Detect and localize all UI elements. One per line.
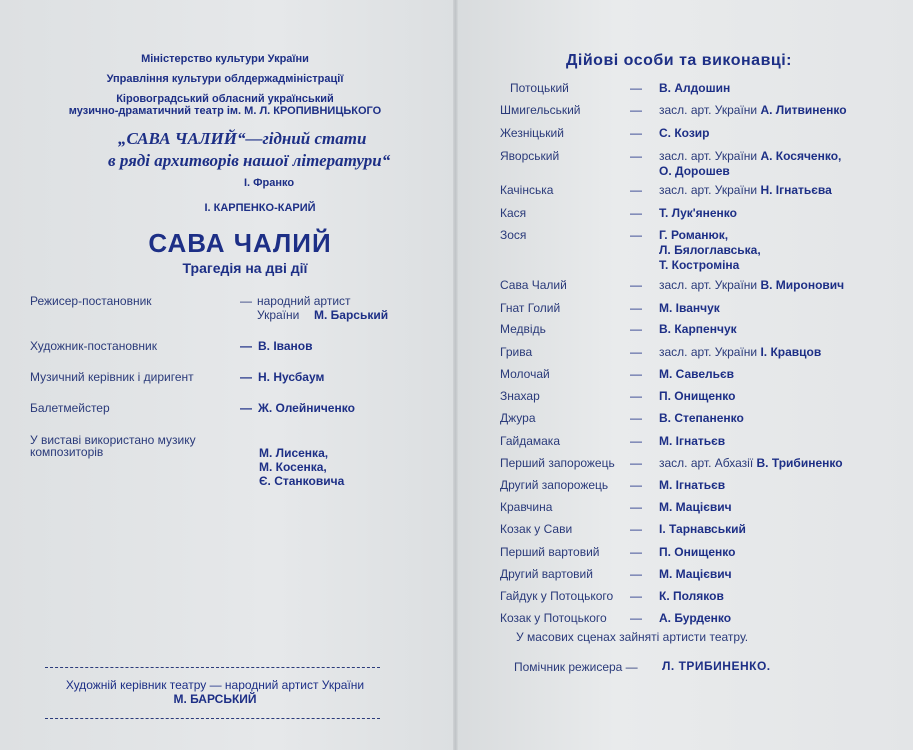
cast-actor xyxy=(659,345,821,359)
cast-dash: — xyxy=(630,567,642,581)
cast-dash: — xyxy=(630,611,642,625)
credit-value-designer: В. Іванов xyxy=(258,339,313,353)
credit-label-director: Режисер-постановник xyxy=(30,294,152,308)
cast-role: Другий запорожець xyxy=(500,478,609,492)
cast-actor-name: М. Мацієвич xyxy=(659,567,732,581)
credit-label-music: Музичний керівник і диригент xyxy=(30,370,194,384)
credit-dash-ballet: — xyxy=(240,401,252,415)
cast-actor-name: М. Мацієвич xyxy=(659,500,732,514)
cast-actor-name: Т. Лук'яненко xyxy=(659,206,737,220)
cast-dash: — xyxy=(630,278,642,292)
cast-actor xyxy=(659,567,732,581)
cast-actor-name: П. Онищенко xyxy=(659,545,736,559)
credit-value-ballet: Ж. Олейниченко xyxy=(258,401,355,415)
cast-actor xyxy=(659,411,744,425)
composer-name: М. Косенка, xyxy=(259,460,327,474)
cast-actor-name: А. Литвиненко xyxy=(760,103,847,117)
composer-name: Є. Станковича xyxy=(259,474,345,488)
cast-dash: — xyxy=(630,411,642,425)
quote-line-2: в ряді архитворів нашої літератури“ xyxy=(108,151,391,170)
cast-dash: — xyxy=(630,367,642,381)
cast-actor xyxy=(659,301,720,315)
cast-actor xyxy=(659,500,732,514)
cast-heading: Дійові особи та виконавці: xyxy=(566,52,793,69)
credit-value-director-title: народний артист xyxy=(257,294,351,308)
composer-name: М. Лисенка, xyxy=(259,446,329,460)
ministry-line: Міністерство культури України xyxy=(141,53,309,65)
cast-dash: — xyxy=(630,206,642,220)
cast-role: Гнат Голий xyxy=(500,301,561,315)
page-fold xyxy=(453,0,458,750)
cast-dash: — xyxy=(630,228,642,242)
cast-actor xyxy=(659,243,761,257)
cast-dash: — xyxy=(630,434,642,448)
cast-dash: — xyxy=(630,322,642,336)
cast-role: Зося xyxy=(500,228,527,242)
cast-role: Другий вартовий xyxy=(500,567,593,581)
cast-actor xyxy=(659,164,730,178)
cast-actor-name: М. Савельєв xyxy=(659,367,735,381)
cast-actor-title: засл. арт. Абхазії xyxy=(659,456,754,470)
credit-label-ballet: Балетмейстер xyxy=(30,401,110,415)
cast-actor-name: Н. Ігнатьєва xyxy=(760,183,832,197)
cast-role: Качінська xyxy=(500,183,554,197)
cast-actor-title: засл. арт. України xyxy=(659,103,758,117)
cast-actor xyxy=(659,589,724,603)
cast-actor xyxy=(659,206,737,220)
cast-actor xyxy=(659,228,728,242)
cast-actor-name: Г. Романюк, xyxy=(659,228,729,242)
cast-actor-name: В. Карпенчук xyxy=(659,322,737,336)
cast-dash: — xyxy=(630,103,642,117)
cast-role: Гайдук у Потоцького xyxy=(500,589,614,603)
cast-actor xyxy=(659,389,735,403)
cast-actor-name: Л. Бялоглавська, xyxy=(659,243,761,257)
assistant-label: Помічник режисера — xyxy=(514,660,638,674)
footer-line-2: М. БАРСЬКИЙ xyxy=(173,692,257,706)
cast-role: Сава Чалий xyxy=(500,278,567,292)
footer-line-1: Художній керівник театру — народний артист України xyxy=(65,678,365,692)
cast-actor-name: І. Тарнавський xyxy=(659,522,746,536)
cast-actor-name: В. Миронович xyxy=(760,278,845,292)
cast-actor-title: засл. арт. України xyxy=(659,149,758,163)
cast-role: Кравчина xyxy=(500,500,553,514)
cast-actor xyxy=(659,434,725,448)
cast-actor-title: засл. арт. України xyxy=(659,278,758,292)
cast-role: Джура xyxy=(500,411,536,425)
play-subtitle: Трагедія на дві дії xyxy=(182,260,308,276)
cast-actor-name: М. Ігнатьєв xyxy=(659,434,726,448)
credit-dash-director: — xyxy=(240,294,252,308)
cast-actor xyxy=(659,322,737,336)
cast-actor-name: І. Кравцов xyxy=(760,345,822,359)
cast-role: Гайдамака xyxy=(500,434,560,448)
cast-role: Яворський xyxy=(500,149,560,163)
cast-role: Козак у Сави xyxy=(500,522,573,536)
mass-scenes-note: У масових сценах зайняті артисти театру. xyxy=(516,630,749,644)
cast-actor xyxy=(659,367,734,381)
cast-actor-name: С. Козир xyxy=(659,126,710,140)
cast-actor-name: А. Косяченко, xyxy=(760,149,842,163)
cast-role: Молочай xyxy=(500,367,550,381)
credit-value-director-country: України xyxy=(257,308,300,322)
cast-role: Перший вартовий xyxy=(500,545,600,559)
cast-role: Шмигельський xyxy=(500,103,581,117)
cast-dash: — xyxy=(630,478,642,492)
cast-actor xyxy=(659,103,847,117)
quote-line-1: „САВА ЧАЛИЙ“—гідний стати xyxy=(118,129,367,148)
credit-label-music-used-1: У виставі використано музику xyxy=(30,433,196,447)
cast-dash: — xyxy=(630,301,642,315)
credit-value-director-name: М. Барський xyxy=(314,308,389,322)
cast-dash: — xyxy=(630,389,642,403)
theatre-line-1: Кіровоградський обласний український xyxy=(116,93,334,105)
cast-actor-name: П. Онищенко xyxy=(659,389,736,403)
cast-actor-name: М. Іванчук xyxy=(659,301,720,315)
play-author: І. КАРПЕНКО-КАРИЙ xyxy=(204,202,316,214)
credit-value-music: Н. Нусбаум xyxy=(258,370,325,384)
cast-dash: — xyxy=(630,345,642,359)
cast-dash: — xyxy=(630,456,642,470)
cast-actor xyxy=(659,278,844,292)
cast-dash: — xyxy=(630,500,642,514)
cast-actor xyxy=(659,126,710,140)
cast-dash: — xyxy=(630,589,642,603)
cast-role: Потоцький xyxy=(510,81,569,95)
cast-actor-name: В. Алдошин xyxy=(659,81,731,95)
cast-dash: — xyxy=(630,81,642,95)
footer-rule-bottom xyxy=(45,718,380,719)
cast-actor xyxy=(659,456,843,470)
quote-author: І. Франко xyxy=(244,177,295,189)
cast-actor-name: В. Степаненко xyxy=(659,411,744,425)
cast-actor-title: засл. арт. України xyxy=(659,345,758,359)
cast-dash: — xyxy=(630,522,642,536)
cast-actor xyxy=(659,81,730,95)
play-title: САВА ЧАЛИЙ xyxy=(148,228,332,258)
footer-rule-top xyxy=(45,667,380,668)
cast-actor-title: засл. арт. України xyxy=(659,183,758,197)
credit-dash-music: — xyxy=(240,370,252,384)
cast-dash: — xyxy=(630,149,642,163)
cast-actor-name: М. Ігнатьєв xyxy=(659,478,726,492)
credit-label-designer: Художник-постановник xyxy=(30,339,157,353)
cast-actor-name: О. Дорошев xyxy=(659,164,730,178)
cast-actor-name: В. Трибиненко xyxy=(756,456,843,470)
assistant-name: Л. ТРИБИНЕНКО. xyxy=(662,659,771,673)
cast-dash: — xyxy=(630,126,642,140)
theatre-line-2: музично-драматичний театр ім. М. Л. КРОПИВНИЦЬКОГО xyxy=(68,105,382,117)
cast-actor xyxy=(659,611,731,625)
cast-actor xyxy=(659,258,739,272)
cast-actor-name: К. Поляков xyxy=(659,589,724,603)
cast-dash: — xyxy=(630,183,642,197)
cast-actor xyxy=(659,149,841,163)
cast-actor-name: А. Бурденко xyxy=(659,611,732,625)
credit-dash-designer: — xyxy=(240,339,252,353)
cast-actor xyxy=(659,545,735,559)
cast-actor-name: Т. Костроміна xyxy=(659,258,740,272)
cast-role: Жезніцький xyxy=(500,126,564,140)
cast-role: Медвідь xyxy=(500,322,546,336)
cast-role: Перший запорожець xyxy=(500,456,615,470)
cast-actor xyxy=(659,478,725,492)
credit-label-music-used-2: композиторів xyxy=(30,445,104,459)
cast-role: Знахар xyxy=(500,389,540,403)
cast-actor xyxy=(659,522,746,536)
cast-role: Грива xyxy=(500,345,533,359)
cast-dash: — xyxy=(630,545,642,559)
cast-role: Козак у Потоцького xyxy=(500,611,607,625)
department-line: Управління культури облдержадміністрації xyxy=(106,73,344,85)
cast-role: Кася xyxy=(500,206,527,220)
cast-actor xyxy=(659,183,832,197)
